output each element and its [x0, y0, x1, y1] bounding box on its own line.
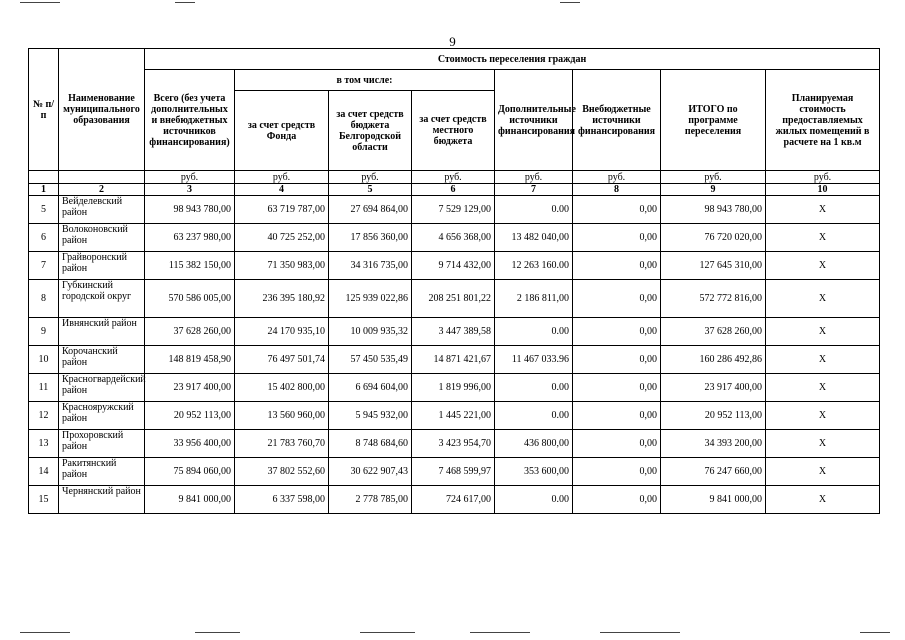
municipality-name: Губкинский городской округ: [59, 280, 145, 318]
cell-planned: X: [766, 374, 880, 402]
cell-local: 4 656 368,00: [412, 224, 495, 252]
cell-local: 3 447 389,58: [412, 318, 495, 346]
cell-regional: 34 316 735,00: [329, 252, 412, 280]
unit-label: руб.: [145, 171, 235, 184]
cell-regional: 57 450 535,49: [329, 346, 412, 374]
municipality-name: Прохоровский район: [59, 430, 145, 458]
cell-regional: 27 694 864,00: [329, 196, 412, 224]
cell-planned: X: [766, 430, 880, 458]
cell-fund: 76 497 501,74: [235, 346, 329, 374]
cell-extrabudget: 0,00: [573, 224, 661, 252]
cell-itogo: 9 841 000,00: [661, 486, 766, 514]
cell-fund: 15 402 800,00: [235, 374, 329, 402]
cell-local: 208 251 801,22: [412, 280, 495, 318]
cell-fund: 24 170 935,10: [235, 318, 329, 346]
cell-itogo: 20 952 113,00: [661, 402, 766, 430]
municipality-name: Волоконовский район: [59, 224, 145, 252]
table-row: [29, 280, 880, 318]
municipality-name: Ивнянский район: [59, 318, 145, 346]
cell-extrabudget: 0,00: [573, 430, 661, 458]
header-num: № п/п: [29, 49, 59, 171]
cell-itogo: 572 772 816,00: [661, 280, 766, 318]
header-fund: за счет средств Фонда: [235, 91, 329, 171]
unit-label: руб.: [661, 171, 766, 184]
column-number: 6: [412, 184, 495, 196]
cell-local: 724 617,00: [412, 486, 495, 514]
scan-artifact: [470, 632, 530, 633]
cell-extrabudget: 0,00: [573, 458, 661, 486]
column-number: 4: [235, 184, 329, 196]
scan-artifact: [20, 632, 70, 633]
cell-fund: 63 719 787,00: [235, 196, 329, 224]
cell-fund: 236 395 180,92: [235, 280, 329, 318]
cell-fund: 71 350 983,00: [235, 252, 329, 280]
cell-regional: 10 009 935,32: [329, 318, 412, 346]
cell-planned: X: [766, 224, 880, 252]
row-number: 7: [29, 252, 59, 280]
table-row: [29, 430, 880, 458]
header-extrabudget: Внебюджетные источники финансирования: [573, 70, 661, 171]
cell-planned: X: [766, 252, 880, 280]
cell-additional: 0.00: [495, 486, 573, 514]
cell-itogo: 37 628 260,00: [661, 318, 766, 346]
cell-extrabudget: 0,00: [573, 374, 661, 402]
header-total: ИТОГО по программе переселения: [661, 70, 766, 171]
cell-additional: 353 600,00: [495, 458, 573, 486]
table-row: [29, 486, 880, 514]
row-number: 5: [29, 196, 59, 224]
cell-additional: 12 263 160.00: [495, 252, 573, 280]
row-number: 15: [29, 486, 59, 514]
table-row: [29, 346, 880, 374]
cell-planned: X: [766, 196, 880, 224]
municipality-name: Красногвардейский район: [59, 374, 145, 402]
cell-additional: 2 186 811,00: [495, 280, 573, 318]
unit-label: руб.: [329, 171, 412, 184]
cell-regional: 17 856 360,00: [329, 224, 412, 252]
table-row: [29, 252, 880, 280]
table-row: [29, 196, 880, 224]
cell-planned: X: [766, 346, 880, 374]
cell-planned: X: [766, 280, 880, 318]
header-total-without: Всего (без учета дополнительных и внебюджетных источников финансирования): [145, 70, 235, 171]
scan-artifact: [860, 632, 890, 633]
scan-artifact: [360, 632, 415, 633]
cell-total: 148 819 458,90: [145, 346, 235, 374]
unit-label: руб.: [412, 171, 495, 184]
table-row: [29, 224, 880, 252]
row-number: 12: [29, 402, 59, 430]
cell-total: 33 956 400,00: [145, 430, 235, 458]
header-local: за счет средств местного бюджета: [412, 91, 495, 171]
cell-total: 9 841 000,00: [145, 486, 235, 514]
table-row: [29, 402, 880, 430]
header-cost-group: Стоимость переселения граждан: [145, 49, 880, 70]
header-regional: за счет средств бюджета Белгородской области: [329, 91, 412, 171]
column-number: 5: [329, 184, 412, 196]
cell-extrabudget: 0,00: [573, 402, 661, 430]
cell-local: 14 871 421,67: [412, 346, 495, 374]
cell-total: 37 628 260,00: [145, 318, 235, 346]
cell-total: 23 917 400,00: [145, 374, 235, 402]
scan-artifact: [175, 2, 195, 3]
cell-itogo: 23 917 400,00: [661, 374, 766, 402]
cell-local: 3 423 954,70: [412, 430, 495, 458]
cell-regional: 2 778 785,00: [329, 486, 412, 514]
cell-extrabudget: 0,00: [573, 252, 661, 280]
cell-regional: 125 939 022,86: [329, 280, 412, 318]
row-number: 6: [29, 224, 59, 252]
municipality-name: Грайворонский район: [59, 252, 145, 280]
row-number: 14: [29, 458, 59, 486]
cell-planned: X: [766, 486, 880, 514]
cost-table: [28, 48, 880, 514]
cell-local: 1 819 996,00: [412, 374, 495, 402]
cell-itogo: 76 720 020,00: [661, 224, 766, 252]
cell-planned: X: [766, 458, 880, 486]
cell-local: 7 468 599,97: [412, 458, 495, 486]
header-name: Наименование муниципального образования: [59, 49, 145, 171]
cell-regional: 6 694 604,00: [329, 374, 412, 402]
cell-regional: 5 945 932,00: [329, 402, 412, 430]
cell-itogo: 127 645 310,00: [661, 252, 766, 280]
cell-planned: X: [766, 318, 880, 346]
row-number: 13: [29, 430, 59, 458]
cell-additional: 436 800,00: [495, 430, 573, 458]
municipality-name: Ракитянский район: [59, 458, 145, 486]
cell-total: 115 382 150,00: [145, 252, 235, 280]
scan-artifact: [600, 632, 680, 633]
column-number: 2: [59, 184, 145, 196]
row-number: 11: [29, 374, 59, 402]
municipality-name: Чернянский район: [59, 486, 145, 514]
cell-additional: 0.00: [495, 318, 573, 346]
municipality-name: Краснояружский район: [59, 402, 145, 430]
unit-label: руб.: [235, 171, 329, 184]
cell-local: 7 529 129,00: [412, 196, 495, 224]
cell-total: 75 894 060,00: [145, 458, 235, 486]
cell-extrabudget: 0,00: [573, 280, 661, 318]
municipality-name: Вейделевский район: [59, 196, 145, 224]
municipality-name: Корочанский район: [59, 346, 145, 374]
cell-fund: 13 560 960,00: [235, 402, 329, 430]
cell-total: 98 943 780,00: [145, 196, 235, 224]
cell-fund: 21 783 760,70: [235, 430, 329, 458]
cell-total: 570 586 005,00: [145, 280, 235, 318]
header-planned: Планируемая стоимость предоставляемых жилых помещений в расчете на 1 кв.м: [766, 70, 880, 171]
column-number: 8: [573, 184, 661, 196]
cell-total: 63 237 980,00: [145, 224, 235, 252]
unit-empty: [59, 171, 145, 184]
page-number: 9: [449, 34, 456, 49]
column-number: 3: [145, 184, 235, 196]
cell-extrabudget: 0,00: [573, 346, 661, 374]
cell-regional: 30 622 907,43: [329, 458, 412, 486]
cell-local: 9 714 432,00: [412, 252, 495, 280]
cell-itogo: 98 943 780,00: [661, 196, 766, 224]
cell-total: 20 952 113,00: [145, 402, 235, 430]
header-including: в том числе:: [235, 70, 495, 91]
cell-regional: 8 748 684,60: [329, 430, 412, 458]
cell-extrabudget: 0,00: [573, 318, 661, 346]
cell-additional: 0.00: [495, 402, 573, 430]
unit-empty: [29, 171, 59, 184]
row-number: 9: [29, 318, 59, 346]
scan-artifact: [195, 632, 240, 633]
cell-additional: 0.00: [495, 196, 573, 224]
unit-label: руб.: [766, 171, 880, 184]
scan-artifact: [20, 2, 60, 3]
column-number: 9: [661, 184, 766, 196]
cell-fund: 6 337 598,00: [235, 486, 329, 514]
cell-fund: 40 725 252,00: [235, 224, 329, 252]
column-number: 1: [29, 184, 59, 196]
row-number: 10: [29, 346, 59, 374]
cell-itogo: 76 247 660,00: [661, 458, 766, 486]
table-row: [29, 318, 880, 346]
cell-extrabudget: 0,00: [573, 196, 661, 224]
cell-itogo: 160 286 492,86: [661, 346, 766, 374]
column-number: 10: [766, 184, 880, 196]
table-row: [29, 458, 880, 486]
header-additional: Дополнительные источники финансирования: [495, 70, 573, 171]
scan-artifact: [560, 2, 580, 3]
cell-itogo: 34 393 200,00: [661, 430, 766, 458]
cell-additional: 11 467 033.96: [495, 346, 573, 374]
cell-fund: 37 802 552,60: [235, 458, 329, 486]
cell-additional: 0.00: [495, 374, 573, 402]
column-number: 7: [495, 184, 573, 196]
row-number: 8: [29, 280, 59, 318]
cell-planned: X: [766, 402, 880, 430]
cell-local: 1 445 221,00: [412, 402, 495, 430]
table-row: [29, 374, 880, 402]
cell-extrabudget: 0,00: [573, 486, 661, 514]
cell-additional: 13 482 040,00: [495, 224, 573, 252]
unit-label: руб.: [495, 171, 573, 184]
unit-label: руб.: [573, 171, 661, 184]
